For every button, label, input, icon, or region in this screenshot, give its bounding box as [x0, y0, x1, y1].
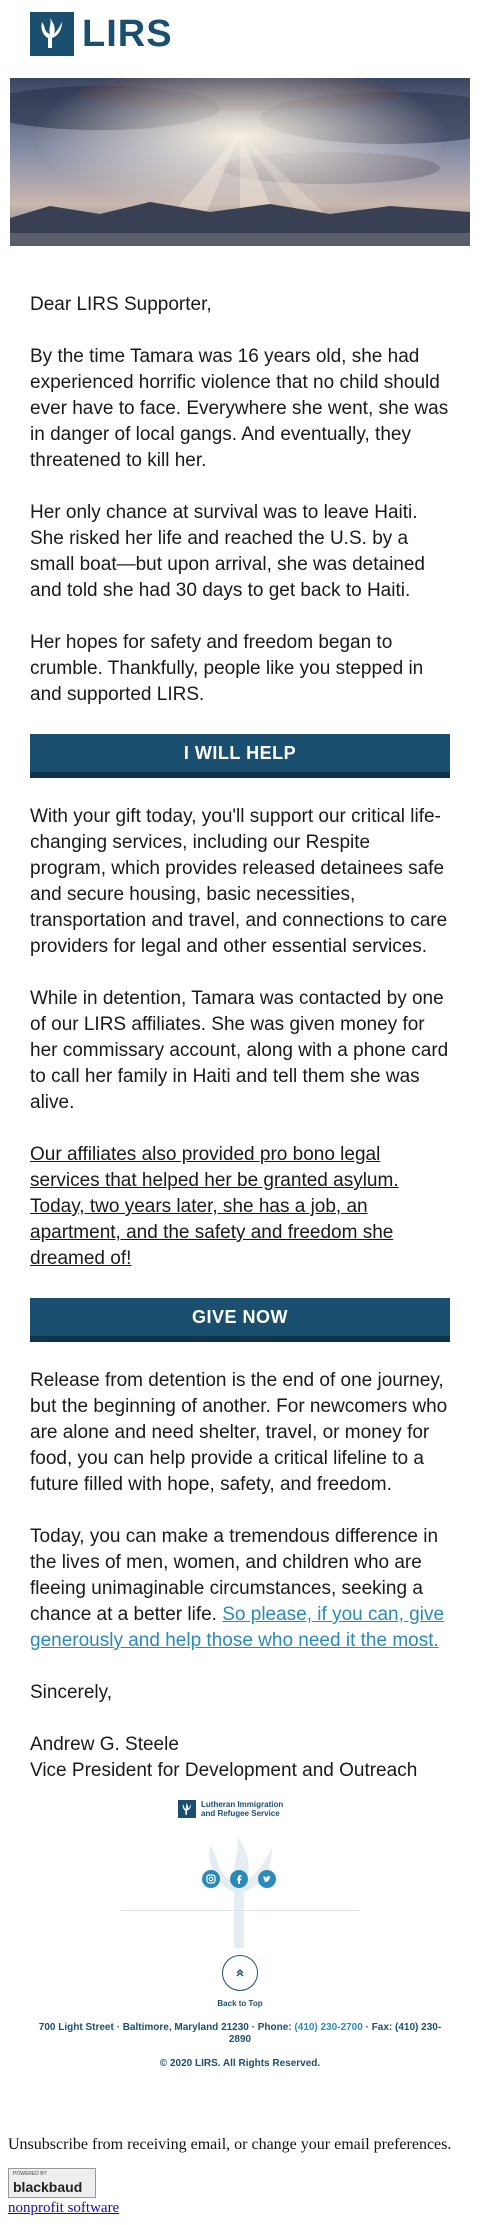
- give-now-button[interactable]: GIVE NOW: [30, 1298, 450, 1342]
- back-to-top-button[interactable]: [222, 1955, 258, 1991]
- paragraph-7: Release from detention is the end of one journey, but the beginning of another. For newcomers who are alone and need shelter, travel, or money for food, you can help provide a critical lifeline to a future filled with hope, safety, and freedom.: [30, 1370, 448, 1495]
- paragraph-5: While in detention, Tamara was contacted by one of our LIRS affiliates. She was given money for her commissary account, along with a phone card to call her family in Haiti and tell them she was alive.: [30, 988, 449, 1113]
- powered-by-label: POWERED BY: [13, 2171, 47, 2177]
- copyright: © 2020 LIRS. All Rights Reserved.: [159, 2058, 321, 2069]
- footer-org-line2: and Refugee Service: [201, 1809, 280, 1818]
- paragraph-8-text: Today, you can make a tremendous difference in the lives of men, women, and children who are fleeing unimaginable circumstances, seeking a chance at a better life.: [30, 1526, 439, 1625]
- blackbaud-logo: blackbaud: [13, 2179, 83, 2195]
- paragraph-8: [30, 1524, 450, 1654]
- blackbaud-badge[interactable]: [8, 2168, 96, 2198]
- lirs-logo[interactable]: [30, 12, 173, 56]
- footer-address: [36, 2022, 444, 2046]
- phone-link[interactable]: (410) 230-2700: [294, 2022, 363, 2033]
- signer-name: Andrew G. Steele: [30, 1734, 179, 1755]
- facebook-icon[interactable]: [230, 1870, 248, 1888]
- footer-org-name: [201, 1800, 283, 1818]
- torch-watermark-icon: [190, 1830, 290, 1950]
- signer-title: Vice President for Development and Outreach: [30, 1760, 418, 1781]
- torch-logo-icon: [178, 1800, 196, 1818]
- paragraph-1: By the time Tamara was 16 years old, she had experienced horrific violence that no child should ever have to face. Everywhere she went, she was in danger of local gangs. And eventually, they threatened to kill her.: [30, 346, 449, 471]
- paragraph-3: Her hopes for safety and freedom began to crumble. Thankfully, people like you stepped in and supported LIRS.: [30, 632, 424, 705]
- closing: Sincerely,: [30, 1682, 113, 1703]
- logo-text: LIRS: [82, 13, 173, 55]
- hero-image: [10, 78, 470, 246]
- footer-divider: [120, 1910, 360, 1911]
- back-to-top-label[interactable]: Back to Top: [217, 1999, 263, 2008]
- torch-logo-icon: [30, 12, 74, 56]
- paragraph-6-link[interactable]: Our affiliates also provided pro bono legal services that helped her be granted asylum. Today, two years later, she has a job, an apartment, and the safety and freedom she dreamed of!: [30, 1144, 399, 1269]
- greeting: Dear LIRS Supporter,: [30, 294, 212, 315]
- double-chevron-up-icon: [234, 1964, 246, 1980]
- social-links: [202, 1870, 276, 1888]
- paragraph-4: With your gift today, you'll support our critical life-changing services, including our Respite program, which provides released detainees safe and secure housing, basic necessities, transportation and travel, and connections to care providers for legal and other essential services.: [30, 806, 448, 957]
- email-footer: [0, 1790, 480, 2090]
- footer-logo[interactable]: [178, 1800, 283, 1818]
- letter-body: [30, 292, 450, 1810]
- unsubscribe-link[interactable]: Unsubscribe from receiving email, or change your email preferences.: [8, 2136, 452, 2153]
- i-will-help-button[interactable]: I WILL HELP: [30, 734, 450, 778]
- give-generously-link[interactable]: So please, if you can, give generously and help those who need it the most.: [30, 1604, 445, 1651]
- fax-text: · Fax: (410) 230-2890: [228, 2022, 442, 2045]
- email-header: [0, 0, 480, 70]
- nonprofit-software-link[interactable]: nonprofit software: [8, 2200, 120, 2216]
- twitter-icon[interactable]: [258, 1870, 276, 1888]
- address-text: 700 Light Street · Baltimore, Maryland 21230 · Phone:: [38, 2022, 295, 2033]
- instagram-icon[interactable]: [202, 1870, 220, 1888]
- paragraph-2: Her only chance at survival was to leave Haiti. She risked her life and reached the U.S. by a small boat—but upon arrival, she was detained and told she had 30 days to get back to Haiti.: [30, 502, 426, 601]
- footer-org-line1: Lutheran Immigration: [201, 1800, 284, 1809]
